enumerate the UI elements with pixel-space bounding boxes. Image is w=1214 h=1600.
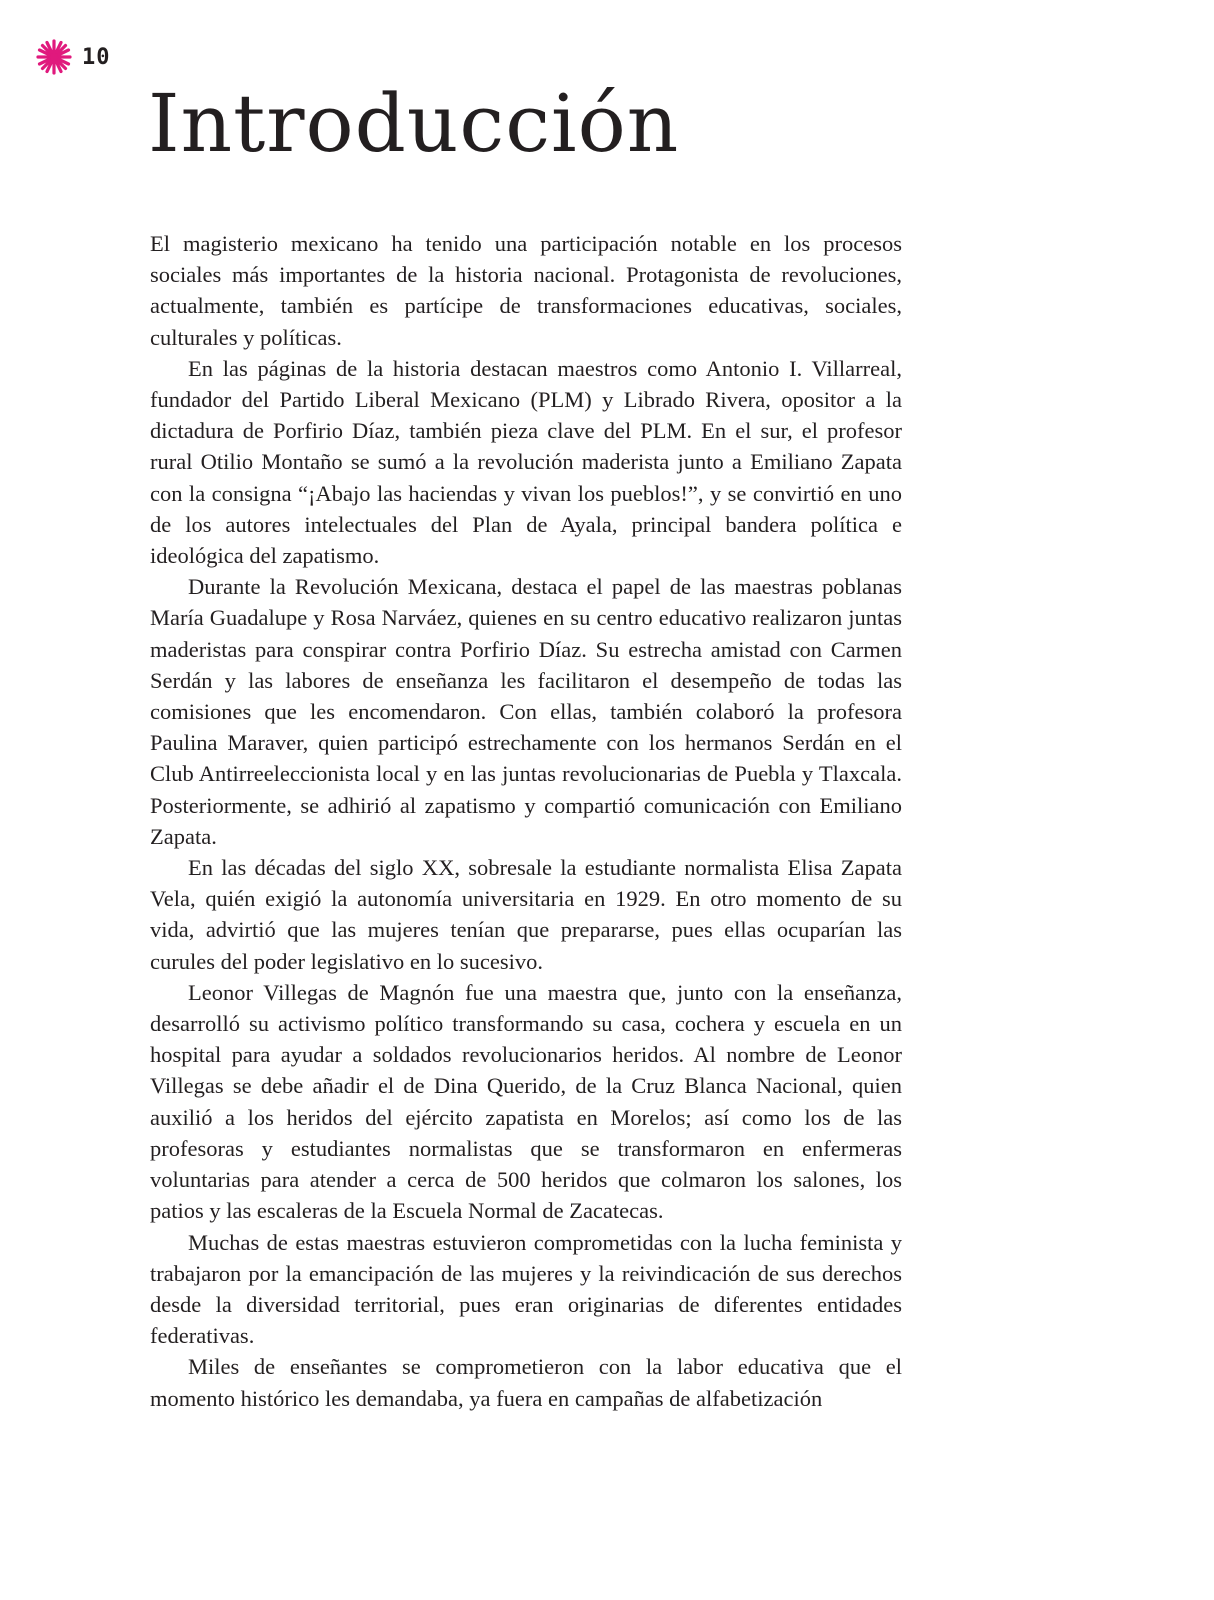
asterisk-star-icon bbox=[36, 39, 72, 75]
paragraph: Durante la Revolución Mexicana, destaca el papel de las maestras poblanas María Guadalupe y Rosa Narváez, quienes en su centro educativo realizaron juntas maderistas para conspirar contra Porfirio Díaz. Su estrecha amistad con Carmen Serdán y las labores de enseñanza les facilitaron el desempeño de todas las comisiones que les encomendaron. Con ellas, también colaboró la profesora Paulina Maraver, quien participó estrechamente con los hermanos Serdán en el Club Antirreeleccionista local y en las juntas revolucionarias de Puebla y Tlaxcala. Posteriormente, se adhirió al zapatismo y compartió comunicación con Emiliano Zapata. bbox=[150, 574, 902, 849]
paragraph: Miles de enseñantes se comprometieron con la labor educativa que el momento histórico les demandaba, ya fuera en campañas de alfabetización bbox=[150, 1354, 902, 1411]
page-header bbox=[36, 40, 111, 74]
paragraph: En las décadas del siglo XX, sobresale la estudiante normalista Elisa Zapata Vela, quién exigió la autonomía universitaria en 1929. En otro momento de su vida, advirtió que las mujeres tenían que prepararse, pues ellas ocuparían las curules del poder legislativo en lo sucesivo. bbox=[150, 855, 902, 974]
paragraph: El magisterio mexicano ha tenido una participación notable en los procesos sociales más importantes de la historia nacional. Protagonista de revoluciones, actualmente, también es partícipe de transformaciones educativas, sociales, culturales y políticas. bbox=[150, 231, 902, 350]
paragraph: Muchas de estas maestras estuvieron comprometidas con la lucha feminista y trabajaron por la emancipación de las mujeres y la reivindicación de sus derechos desde la diversidad territorial, pues eran originarias de diferentes entidades federativas. bbox=[150, 1229, 902, 1349]
body-text bbox=[150, 228, 902, 1414]
paragraph: En las páginas de la historia destacan maestros como Antonio I. Villarreal, fundador del Partido Liberal Mexicano (PLM) y Librado Rivera, opositor a la dictadura de Porfirio Díaz, también pieza clave del PLM. En el sur, el profesor rural Otilio Montaño se sumó a la revolución maderista junto a Emiliano Zapata con la consigna “¡Abajo las haciendas y vivan los pueblos!”, y se convirtió en uno de los autores intelectuales del Plan de Ayala, principal bandera política e ideológica del zapatismo. bbox=[150, 355, 902, 569]
page-title: Introducción bbox=[148, 77, 680, 170]
paragraph: Leonor Villegas de Magnón fue una maestra que, junto con la enseñanza, desarrolló su activismo político transformando su casa, cochera y escuela en un hospital para ayudar a soldados revolucionarios heridos. Al nombre de Leonor Villegas se debe añadir el de Dina Querido, de la Cruz Blanca Nacional, quien auxilió a los heridos del ejército zapatista en Morelos; así como los de las profesoras y estudiantes normalistas que se transformaron en enfermeras voluntarias para atender a cerca de 500 heridos que colmaron los salones, los patios y las escaleras de la Escuela Normal de Zacatecas. bbox=[150, 979, 902, 1224]
page-number: 10 bbox=[82, 44, 111, 70]
